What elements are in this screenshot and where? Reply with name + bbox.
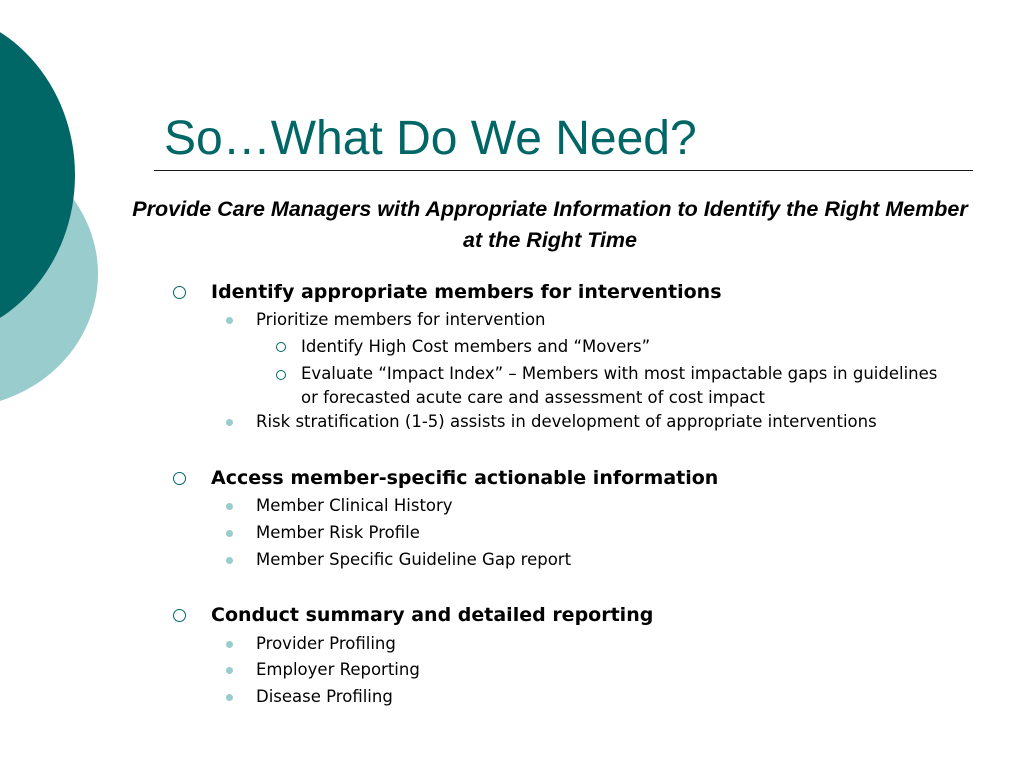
- filled-dot-bullet-icon: [226, 694, 233, 701]
- list-item: [224, 307, 546, 333]
- slide-title: So…What Do We Need?: [164, 112, 697, 165]
- filled-dot-bullet-icon: [226, 530, 233, 537]
- hollow-circle-bullet-icon: [276, 370, 286, 380]
- slide-subtitle: Provide Care Managers with Appropriate Information to Identify the Right Member at the Right Time: [132, 197, 968, 252]
- list-item-text: Member Specific Guideline Gap report: [256, 550, 572, 569]
- section-heading: [171, 602, 653, 628]
- list-item-text: Member Clinical History: [256, 496, 453, 515]
- list-item-text: Employer Reporting: [256, 660, 420, 679]
- sub-list-item: [274, 362, 941, 410]
- list-item: [224, 657, 420, 683]
- list-item: [224, 631, 396, 657]
- hollow-circle-bullet-icon: [276, 342, 286, 352]
- list-item-text: Disease Profiling: [256, 687, 393, 706]
- list-item-text: Member Risk Profile: [256, 523, 420, 542]
- hollow-circle-bullet-icon: [173, 472, 186, 485]
- filled-dot-bullet-icon: [226, 641, 233, 648]
- section-heading: [171, 279, 722, 305]
- list-item-text: Prioritize members for intervention: [256, 310, 546, 329]
- list-item: [224, 547, 571, 573]
- list-item: [224, 493, 453, 519]
- filled-dot-bullet-icon: [226, 503, 233, 510]
- list-item: [224, 409, 877, 435]
- section-heading: [171, 465, 718, 491]
- filled-dot-bullet-icon: [226, 667, 233, 674]
- section-heading-text: Access member-specific actionable information: [211, 467, 719, 489]
- list-item-text: Risk stratification (1-5) assists in development of appropriate interventions: [256, 412, 877, 431]
- section-heading-text: Identify appropriate members for interventions: [211, 281, 722, 303]
- sub-list-item-text: Evaluate “Impact Index” – Members with most impactable gaps in guidelines or forecasted acute care and assessment of cost impact: [301, 364, 938, 407]
- list-item-text: Provider Profiling: [256, 634, 396, 653]
- filled-dot-bullet-icon: [226, 419, 233, 426]
- filled-dot-bullet-icon: [226, 557, 233, 564]
- list-item: [224, 684, 393, 710]
- list-item: [224, 520, 420, 546]
- sub-list-item-text: Identify High Cost members and “Movers”: [301, 337, 651, 356]
- hollow-circle-bullet-icon: [173, 609, 186, 622]
- sub-list-item: [274, 334, 650, 360]
- filled-dot-bullet-icon: [226, 317, 233, 324]
- section-heading-text: Conduct summary and detailed reporting: [211, 604, 654, 626]
- hollow-circle-bullet-icon: [173, 286, 186, 299]
